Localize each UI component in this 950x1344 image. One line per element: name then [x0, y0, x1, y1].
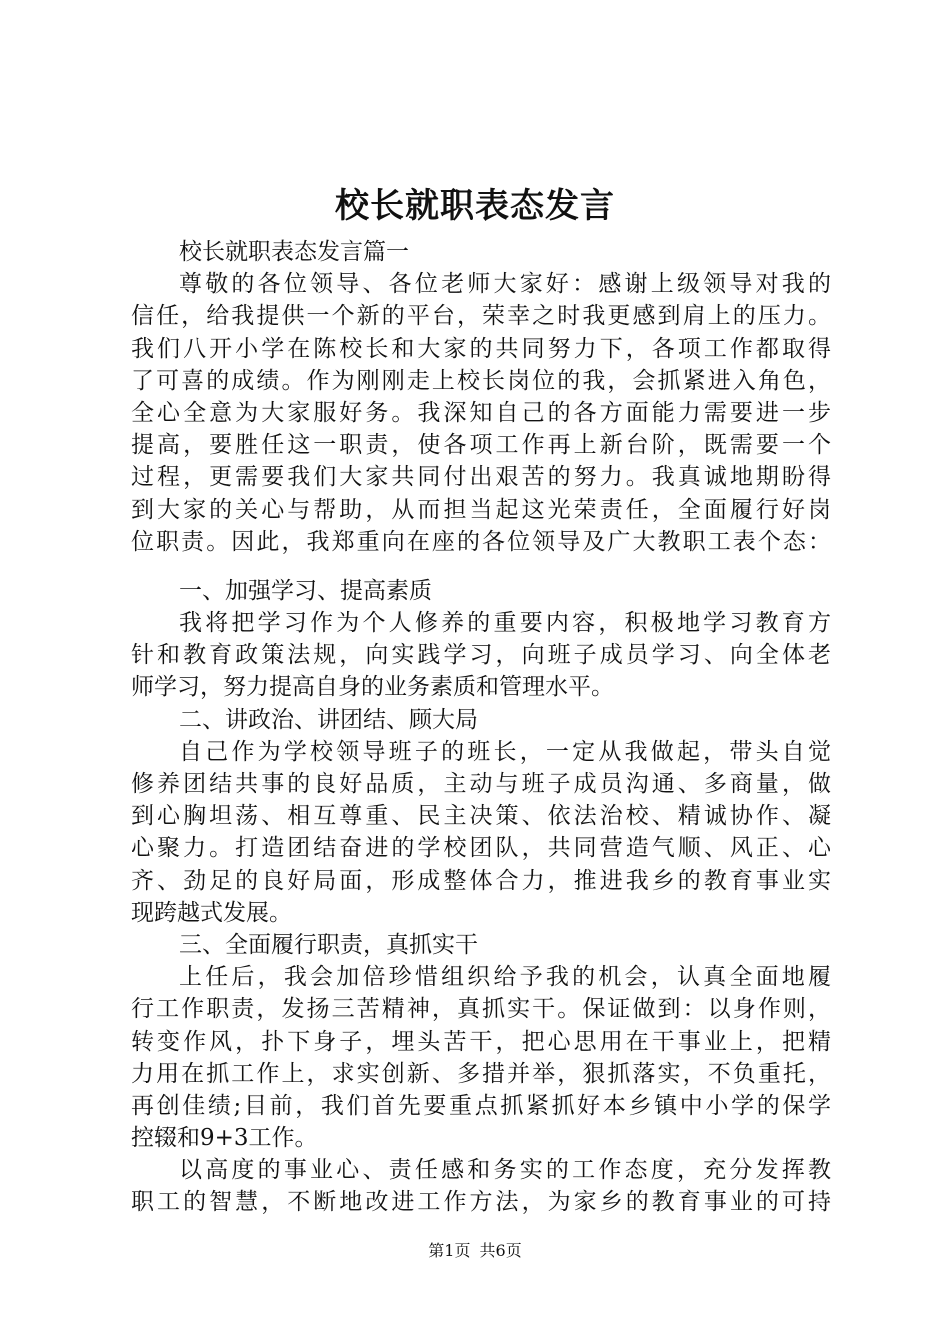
section-heading: 二、讲政治、讲团结、顾大局	[179, 706, 478, 733]
paragraph-line: 现跨越式发展。	[131, 899, 292, 926]
paragraph-line: 全心全意为大家服好务。我深知自己的各方面能力需要进一步	[131, 399, 831, 426]
document-title: 校长就职表态发言	[335, 186, 615, 226]
paragraph-line: 控辍和9+3工作。	[131, 1125, 318, 1152]
paragraph-line: 信任，给我提供一个新的平台，荣幸之时我更感到肩上的压力。	[131, 303, 831, 330]
paragraph-line: 了可喜的成绩。作为刚刚走上校长岗位的我，会抓紧进入角色，	[131, 367, 831, 394]
paragraph-line: 尊敬的各位领导、各位老师大家好：感谢上级领导对我的	[179, 271, 831, 298]
section-heading: 一、加强学习、提高素质	[179, 577, 432, 604]
paragraph-gap	[131, 558, 831, 575]
section-heading: 三、全面履行职责，真抓实干	[179, 931, 478, 958]
paragraph-line: 行工作职责，发扬三苦精神，真抓实干。保证做到：以身作则，	[131, 996, 831, 1023]
section-heading: 校长就职表态发言篇一	[179, 239, 409, 265]
paragraph-line: 针和教育政策法规，向实践学习，向班子成员学习、向全体老	[131, 642, 831, 669]
paragraph-line: 自己作为学校领导班子的班长，一定从我做起，带头自觉	[179, 738, 831, 765]
paragraph-line: 提高，要胜任这一职责，使各项工作再上新台阶，既需要一个	[131, 432, 831, 459]
paragraph-line: 以高度的事业心、责任感和务实的工作态度，充分发挥教	[179, 1157, 831, 1184]
paragraph-line: 师学习，努力提高自身的业务素质和管理水平。	[131, 674, 614, 701]
paragraph-line: 我将把学习作为个人修养的重要内容，积极地学习教育方	[179, 610, 831, 637]
paragraph-line: 我们八开小学在陈校长和大家的共同努力下，各项工作都取得	[131, 335, 831, 362]
paragraph-line: 齐、劲足的良好局面，形成整体合力，推进我乡的教育事业实	[131, 867, 831, 894]
document-body	[131, 236, 831, 1219]
paragraph-line: 转变作风，扑下身子，埋头苦干，把心思用在干事业上，把精	[131, 1028, 831, 1055]
paragraph-line: 修养团结共事的良好品质，主动与班子成员沟通、多商量，做	[131, 771, 831, 797]
paragraph-line: 力用在抓工作上，求实创新、多措并举，狠抓落实，不负重托，	[131, 1060, 831, 1087]
paragraph-line: 位职责。因此，我郑重向在座的各位领导及广大教职工表个态：	[131, 528, 831, 555]
page-number-footer: 第1页 共6页	[428, 1241, 522, 1260]
paragraph-line: 再创佳绩;目前，我们首先要重点抓紧抓好本乡镇中小学的保学	[131, 1092, 831, 1119]
paragraph-line: 心聚力。打造团结奋进的学校团队，共同营造气顺、风正、心	[131, 835, 831, 862]
paragraph-line: 上任后，我会加倍珍惜组织给予我的机会，认真全面地履	[179, 964, 831, 991]
paragraph-line: 到心胸坦荡、相互尊重、民主决策、依法治校、精诚协作、凝	[131, 803, 831, 830]
paragraph-line: 到大家的关心与帮助，从而担当起这光荣责任，全面履行好岗	[131, 496, 831, 523]
paragraph-line: 过程，更需要我们大家共同付出艰苦的努力。我真诚地期盼得	[131, 464, 831, 491]
paragraph-line: 职工的智慧，不断地改进工作方法，为家乡的教育事业的可持	[131, 1189, 831, 1216]
